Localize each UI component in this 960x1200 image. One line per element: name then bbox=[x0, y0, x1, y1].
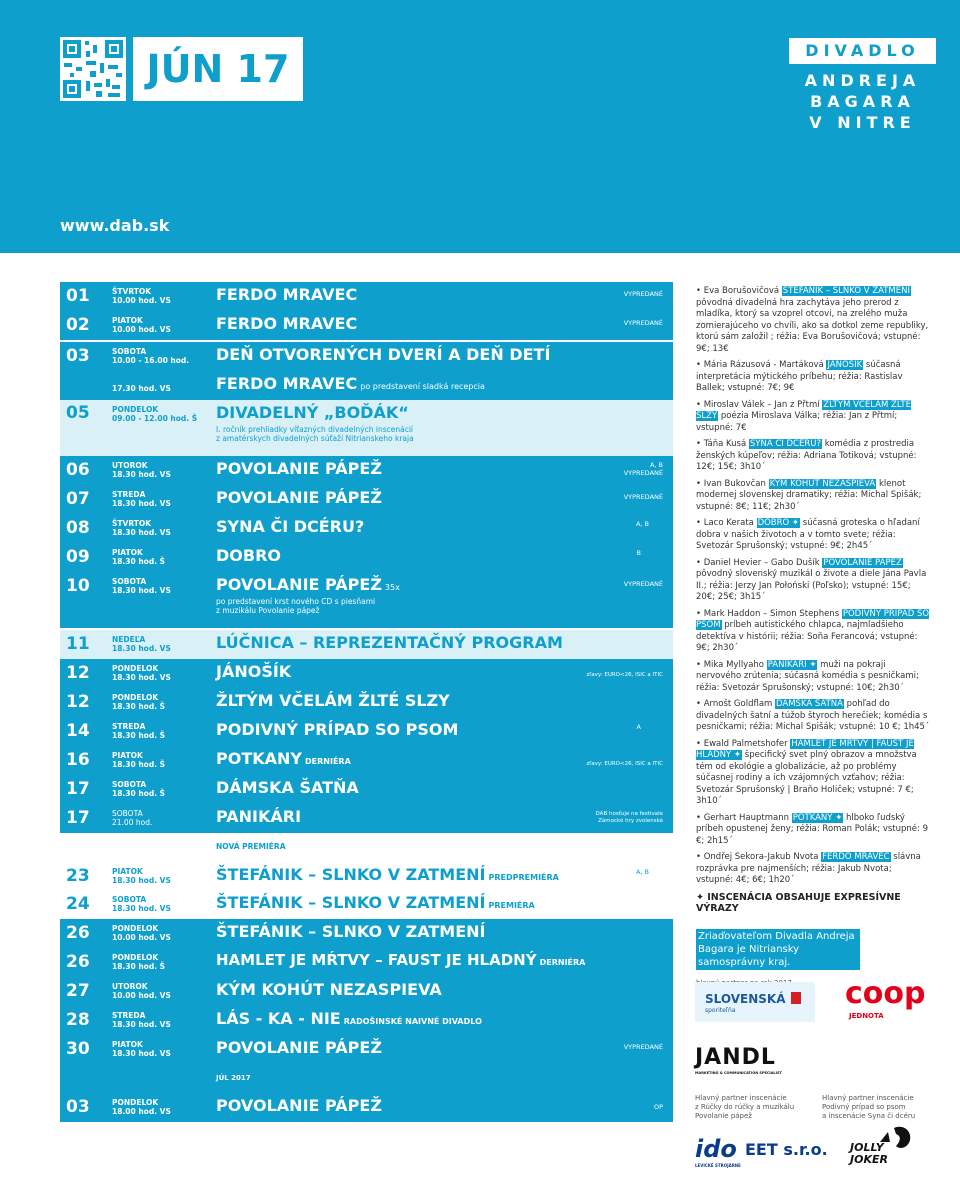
row-day: PIATOK 10.00 hod. VS bbox=[112, 316, 171, 334]
website-link[interactable]: www.dab.sk bbox=[60, 216, 170, 235]
row-note: OP bbox=[653, 1103, 663, 1111]
row-day: SOBOTA 21.00 hod. bbox=[112, 809, 153, 827]
row-title: LÁS - KA - NIE RADOŠINSKÉ NAIVNÉ DIVADLO bbox=[216, 1009, 482, 1028]
row-date: 09 bbox=[66, 547, 90, 567]
row-day: ŠTVRTOK 10.00 hod. VS bbox=[112, 287, 171, 305]
description-item: • Miroslav Válek – Jan z Přtmí ŽLTÝM VČELÁM ŽLTÉ SLZY poézia Miroslava Válka; réžia: Jan z Přtmí; vstupné: 7€ bbox=[696, 399, 911, 433]
row-note: zľavy: EURO<26, ISIC a ITIC bbox=[586, 761, 663, 767]
program-row[interactable] bbox=[60, 630, 673, 659]
row-day: PIATOK 18.30 hod. Š bbox=[112, 548, 166, 566]
theatre-line-2: ANDREJA bbox=[804, 71, 921, 90]
row-day: PIATOK 18.30 hod. VS bbox=[112, 867, 171, 885]
program-row[interactable] bbox=[60, 400, 673, 456]
row-date: 23 bbox=[66, 866, 90, 886]
descriptions-column bbox=[696, 286, 930, 989]
row-day: STREDA 18.30 hod. Š bbox=[112, 722, 166, 740]
expressive-language-note: ✦ INSCENÁCIA OBSAHUJE EXPRESÍVNE VÝRAZY bbox=[696, 891, 901, 914]
row-title: ŠTEFÁNIK – SLNKO V ZATMENÍ PREDPREMIÉRA bbox=[216, 865, 559, 884]
row-day: SOBOTA 18.30 hod. Š bbox=[112, 780, 166, 798]
row-note: VYPREDANÉ bbox=[623, 493, 663, 501]
row-date: 03 bbox=[66, 346, 90, 366]
row-note: VYPREDANÉ bbox=[623, 580, 663, 588]
eet-logo[interactable]: EET s.r.o. bbox=[745, 1140, 828, 1159]
row-title: ŠTEFÁNIK – SLNKO V ZATMENÍ PREMIÉRA bbox=[216, 893, 535, 912]
program-row[interactable] bbox=[60, 543, 673, 572]
program-row[interactable] bbox=[60, 659, 673, 688]
jandl-logo-sub: MARKETING & COMMUNICATION SPECIALIST bbox=[695, 1071, 782, 1075]
row-date: 12 bbox=[66, 663, 90, 683]
description-item: • Mark Haddon – Simon Stephens PODIVNÝ PRÍPAD SO PSOM príbeh autistického chlapca, najmladšieho detektíva v histórii; réžia: Soňa Ferancová; vstupné: 9€; 2h30´ bbox=[696, 608, 930, 653]
program-row[interactable] bbox=[60, 1093, 673, 1122]
row-title: FERDO MRAVEC bbox=[216, 314, 358, 333]
row-note: VYPREDANÉ bbox=[623, 319, 663, 327]
program-row[interactable] bbox=[60, 342, 673, 400]
row-date: 26 bbox=[66, 952, 90, 972]
header-band bbox=[0, 0, 960, 253]
program-row[interactable] bbox=[60, 456, 673, 485]
section-label: JÚL 2017 bbox=[216, 1074, 251, 1082]
theatre-line-4: V NITRE bbox=[809, 113, 916, 132]
row-note: DAB hosťuje na festivale Zámocké hry zvolenské bbox=[595, 811, 663, 824]
row-time-2: 17.30 hod. VS bbox=[112, 384, 171, 393]
description-item: • Arnošt Goldflam DÁMSKA ŠATŇA pohľad do divadelných šatní a túžob štyroch herečiek; komédia s pesničkami; réžia: Michal Spišák; vstupné: 10 €; 1h45´ bbox=[696, 699, 930, 732]
program-row[interactable] bbox=[60, 572, 673, 628]
row-day: UTOROK 18.30 hod. VS bbox=[112, 461, 171, 479]
row-day: STREDA 18.30 hod. VS bbox=[112, 1011, 171, 1029]
jandl-logo[interactable] bbox=[695, 1045, 795, 1081]
row-title: DÁMSKA ŠATŇA bbox=[216, 778, 359, 797]
slsp-logo-text: SLOVENSKÁ bbox=[705, 992, 786, 1006]
coop-logo[interactable] bbox=[845, 978, 925, 1026]
row-title: LÚČNICA – REPREZENTAČNÝ PROGRAM bbox=[216, 633, 563, 652]
program-row[interactable] bbox=[60, 919, 673, 948]
program-row[interactable] bbox=[60, 717, 673, 746]
row-day: PONDELOK 09.00 - 12.00 hod. Š bbox=[112, 405, 198, 423]
row-date: 10 bbox=[66, 576, 90, 596]
row-date: 17 bbox=[66, 779, 90, 799]
row-date: 30 bbox=[66, 1039, 90, 1059]
row-date: 16 bbox=[66, 750, 90, 770]
program-row[interactable] bbox=[60, 514, 673, 543]
row-note: A, B bbox=[635, 520, 649, 528]
program-row[interactable] bbox=[60, 311, 673, 340]
row-note: A, B VYPREDANÉ bbox=[623, 461, 663, 477]
ido-logo-text: ido bbox=[695, 1135, 737, 1163]
row-note: A bbox=[636, 723, 641, 731]
row-day: SOBOTA 18.30 hod. VS bbox=[112, 895, 171, 913]
row-subtitle: I. ročník prehliadky víťazných divadelných inscenácií z amatérskych divadelných súťaží Nitrianskeho kraja bbox=[216, 425, 414, 443]
row-title: PANIKÁRI bbox=[216, 807, 302, 826]
row-day: PONDELOK 10.00 hod. VS bbox=[112, 924, 171, 942]
row-date: 02 bbox=[66, 315, 90, 335]
row-title: POVOLANIE PÁPEŽ 35x bbox=[216, 575, 400, 594]
jandl-logo-text: JANDL bbox=[695, 1045, 776, 1070]
row-date: 08 bbox=[66, 518, 90, 538]
row-date: 01 bbox=[66, 286, 90, 306]
row-title: POVOLANIE PÁPEŽ bbox=[216, 459, 382, 478]
row-day: SOBOTA 10.00 - 16.00 hod. bbox=[112, 347, 190, 365]
row-date: 06 bbox=[66, 460, 90, 480]
row-title-2: FERDO MRAVEC po predstavení sladká recepcia bbox=[216, 374, 485, 393]
row-note: VYPREDANÉ bbox=[623, 290, 663, 298]
description-item: • Mária Rázusová - Martáková JÁNOŠÍK súčasná interpretácia mýtického príbehu; réžia: Rastislav Ballek; vstupné: 7€; 9€ bbox=[696, 360, 903, 393]
row-title: JÁNOŠÍK bbox=[216, 662, 292, 681]
row-note: zľavy: EURO<26, ISIC a ITIC bbox=[586, 672, 663, 678]
row-title: DOBRO bbox=[216, 546, 281, 565]
row-note: A, B bbox=[635, 868, 649, 876]
row-date: 24 bbox=[66, 894, 90, 914]
row-day: PONDELOK 18.30 hod. VS bbox=[112, 664, 171, 682]
row-date: 07 bbox=[66, 489, 90, 509]
program-row[interactable] bbox=[60, 890, 673, 918]
row-title: FERDO MRAVEC bbox=[216, 285, 358, 304]
row-title: POVOLANIE PÁPEŽ bbox=[216, 1096, 382, 1115]
row-day: PIATOK 18.30 hod. VS bbox=[112, 1040, 171, 1058]
row-date: 28 bbox=[66, 1010, 90, 1030]
row-day: ŠTVRTOK 18.30 hod. VS bbox=[112, 519, 171, 537]
program-row[interactable] bbox=[60, 948, 673, 977]
program-row[interactable] bbox=[60, 804, 673, 833]
row-day: UTOROK 10.00 hod. VS bbox=[112, 982, 171, 1000]
program-row[interactable] bbox=[60, 775, 673, 804]
program-row[interactable] bbox=[60, 1035, 673, 1071]
row-title: POVOLANIE PÁPEŽ bbox=[216, 488, 382, 507]
row-note: B bbox=[636, 549, 641, 557]
row-title: ŽLTÝM VČELÁM ŽLTÉ SLZY bbox=[216, 691, 450, 710]
program-row[interactable] bbox=[60, 862, 673, 889]
row-day: STREDA 18.30 hod. VS bbox=[112, 490, 171, 508]
row-day: NEDEĽA 18.30 hod. VS bbox=[112, 635, 171, 653]
row-date: 03 bbox=[66, 1097, 90, 1117]
row-title: KÝM KOHÚT NEZASPIEVA bbox=[216, 980, 442, 999]
row-title: SYNA ČI DCÉRU? bbox=[216, 517, 365, 536]
partner-note-2: Hlavný partner inscenácie Podivný prípad so psom a inscenácie Syna či dcéru bbox=[822, 1094, 916, 1120]
row-date: 05 bbox=[66, 403, 90, 423]
slsp-symbol-icon bbox=[791, 992, 801, 1004]
row-subtitle: po predstavení krst nového CD s piesňami z muzikálu Povolanie pápež bbox=[216, 597, 376, 615]
program-row[interactable] bbox=[60, 485, 673, 514]
program-row[interactable] bbox=[60, 688, 673, 717]
month-title: JÚN 17 bbox=[133, 37, 303, 101]
row-date: 26 bbox=[66, 923, 90, 943]
row-title: DIVADELNÝ „BOĎÁK“ bbox=[216, 403, 409, 422]
description-item: • Laco Kerata DOBRO ✦ súčasná groteska o hľadaní dobra v našich životoch a v tomto svete; réžia: Svetozár Sprušonský; vstupné: 9€; 2h45´ bbox=[696, 518, 920, 551]
row-day: PONDELOK 18.00 hod. VS bbox=[112, 1098, 171, 1116]
row-title: POTKANY DERNIÉRA bbox=[216, 749, 351, 768]
description-item: • Ivan Bukovčan KÝM KOHÚT NEZASPIEVA klenot modernej slovenskej dramatiky; réžia: Michal Spišák; vstupné: 8€; 11€; 2h30´ bbox=[696, 478, 922, 512]
row-day: SOBOTA 18.30 hod. VS bbox=[112, 577, 171, 595]
description-item: • Ewald Palmetshofer HAMLET JE MŔTVY | FAUST JE HLADNÝ ✦ špecifický svet plný obrazov a množstva tém od ekológie a globalizácie, až po problémy súčasnej rodiny a ich vzájomných vzťahov; réžia: Svetozár Sprušonský | Braňo Holiček; vstupné: 7 €; 3h10´ bbox=[696, 738, 917, 806]
qr-code[interactable] bbox=[60, 37, 126, 101]
partner-note-1: Hlavný partner inscenácie z Rúčky do rúčky a muzikálu Povolanie pápež bbox=[695, 1094, 795, 1120]
description-item: • Daniel Hevier – Gabo Dušík POVOLANIE PÁPEŽ pôvodný slovenský muzikál o živote a diele Jána Pavla II.; réžia: Jerzy Jan Połoński (Poľsko); vstupné: 15€; 20€; 25€; 3h15´ bbox=[696, 557, 927, 602]
program-row[interactable] bbox=[60, 1006, 673, 1035]
ido-logo[interactable] bbox=[695, 1135, 745, 1175]
row-date: 27 bbox=[66, 981, 90, 1001]
coop-logo-text: coop bbox=[845, 976, 926, 1011]
row-date: 12 bbox=[66, 692, 90, 712]
row-title: DEŇ OTVORENÝCH DVERÍ A DEŇ DETÍ bbox=[216, 345, 551, 364]
theatre-logo bbox=[789, 38, 936, 133]
section-label-row bbox=[60, 1071, 673, 1093]
row-date: 11 bbox=[66, 634, 90, 654]
row-title: POVOLANIE PÁPEŽ bbox=[216, 1038, 382, 1057]
row-date: 14 bbox=[66, 721, 90, 741]
row-title: PODIVNÝ PRÍPAD SO PSOM bbox=[216, 720, 459, 739]
theatre-line-1: DIVADLO bbox=[789, 38, 936, 64]
section-label: NOVÁ PREMIÉRA bbox=[216, 842, 286, 851]
description-item: • Ondřej Sekora-Jakub Nvota FERDO MRAVEC slávna rozprávka pre najmenších; réžia: Jakub Nvota; vstupné: 4€; 6€; 1h20´ bbox=[696, 852, 921, 885]
jolly-joker-logo-text: JOLLY JOKER bbox=[850, 1141, 888, 1166]
row-title: HAMLET JE MŔTVY – FAUST JE HLADNÝ DERNIÉRA bbox=[216, 951, 586, 969]
description-item: • Gerhart Hauptmann POTKANY ✦ hlboko ľudský príbeh opustenej ženy; réžia: Roman Polák; vstupné: 9 €; 2h15´ bbox=[696, 812, 928, 846]
coop-logo-sub: JEDNOTA bbox=[849, 1012, 884, 1020]
program-row[interactable] bbox=[60, 746, 673, 775]
row-day: PONDELOK 18.30 hod. Š bbox=[112, 693, 166, 711]
description-item: • Táňa Kusá SYNA ČI DCÉRU? komédia z prostredia ženských kúpeľov; réžia: Adriana Totiková; vstupné: 12€; 15€; 3h10´ bbox=[696, 439, 917, 472]
row-note: VYPREDANÉ bbox=[623, 1043, 663, 1051]
row-day: PONDELOK 18.30 hod. Š bbox=[112, 953, 166, 971]
row-day: PIATOK 18.30 hod. Š bbox=[112, 751, 166, 769]
row-title: ŠTEFÁNIK – SLNKO V ZATMENÍ bbox=[216, 922, 486, 941]
jolly-joker-logo[interactable] bbox=[850, 1122, 920, 1170]
program-row[interactable] bbox=[60, 977, 673, 1006]
section-label-row bbox=[60, 834, 673, 862]
theatre-line-3: BAGARA bbox=[810, 92, 915, 111]
row-date: 17 bbox=[66, 808, 90, 828]
program-row[interactable] bbox=[60, 282, 673, 311]
slsp-logo[interactable] bbox=[695, 982, 815, 1022]
slsp-logo-sub: sporiteľňa bbox=[705, 1007, 736, 1014]
description-item: • Mika Myllyaho PANIKÁRI ✦ muži na pokraji nervového zrútenia; súčasná komédia s pesničkami; réžia: Svetozár Sprušonský; vstupné: 10€; 2h30´ bbox=[696, 659, 919, 693]
description-item: • Eva Borušovičová ŠTEFÁNIK – SLNKO V ZATMENÍ pôvodná divadelná hra zachytáva jeho prerod z mladíka, ktorý sa vzoprel otcovi, na zrelého muža zomierajúceho vo chvíli, ako sa dotkol zeme republiky, ktorú sám založil ; réžia: Eva Borušovičová; vstupné: 9€; 13€ bbox=[696, 286, 929, 354]
founder-note: Zriaďovateľom Divadla Andreja Bagara je Nitriansky samosprávny kraj. bbox=[696, 929, 860, 970]
ido-logo-sub: LEVICKÉ STROJÁRNE bbox=[695, 1163, 741, 1168]
